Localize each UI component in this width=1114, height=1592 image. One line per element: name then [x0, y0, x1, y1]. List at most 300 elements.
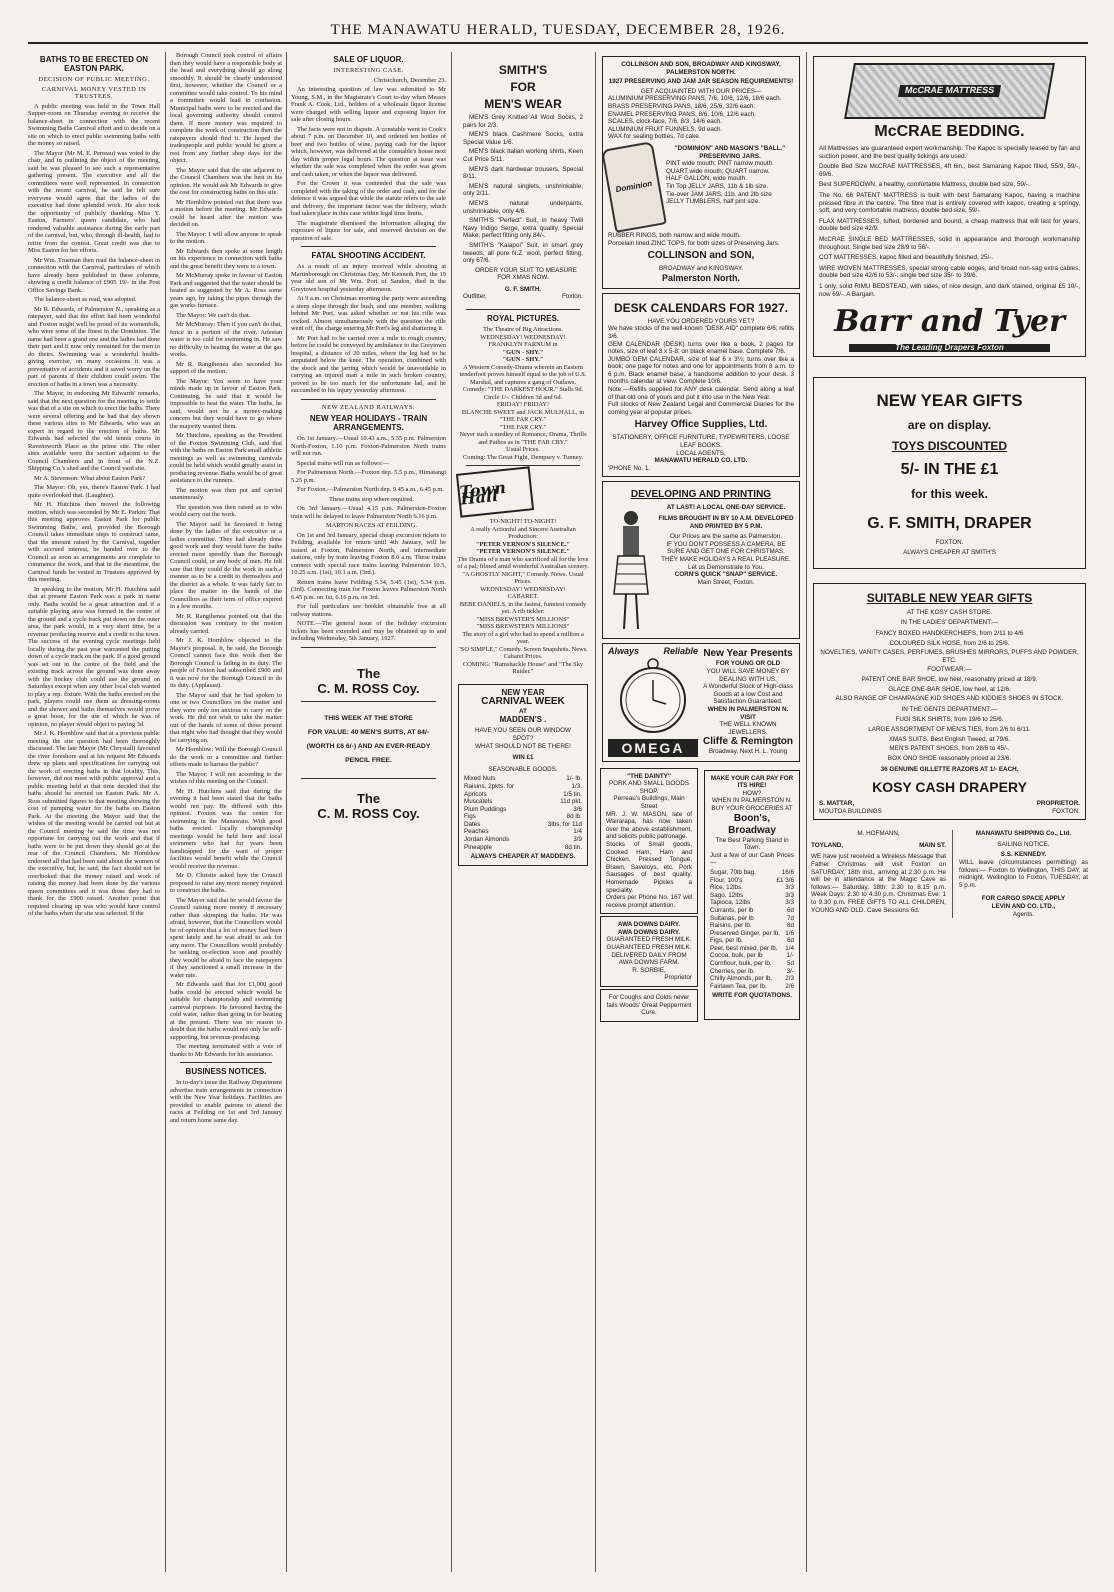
ad-line: Coming: The Great Fight, Dempsey v. Tunney.	[463, 453, 583, 461]
paragraph: The magistrate dismissed the information alleging the exposure of liquor for sale, and reserved decision on the question of sale.	[291, 219, 446, 242]
column-rule	[806, 52, 807, 1572]
paragraph: The Mayor: I will allow anyone to speak to the motion.	[170, 230, 282, 245]
ad-heading: M. HOFMANN,	[857, 830, 900, 838]
ad-line: IF YOU DON'T POSSESS A CAMERA, BE SURE AND GET ONE FOR CHRISTMAS. THEY MAKE HOLIDAYS A REAL PLEASURE.	[661, 540, 791, 563]
list-item: Plum Puddings 3/6	[464, 805, 582, 813]
ad-line: RUBBER RINGS, both narrow and wide mouth.	[608, 231, 741, 239]
royal-pictures-ad	[456, 326, 590, 461]
ad-line: The story of a girl who had to spend a million a year.	[462, 630, 584, 646]
ad-heading: DEVELOPING AND PRINTING	[630, 489, 772, 501]
paragraph: The Mayor: I will not according to the wishes of this meeting on the Council.	[170, 770, 282, 785]
ad-line: FOR YOUNG OR OLD	[715, 660, 781, 668]
ad-text: MOUTOA BUILDINGS	[819, 807, 882, 815]
ad-line: Proprietor	[664, 974, 692, 982]
ad-text: MAIN ST.	[919, 841, 946, 849]
ad-signature-line	[819, 808, 1080, 816]
ad-line: HAVE YOU SEEN OUR WINDOW SPOT?	[475, 727, 571, 742]
ad-heading: MAKE YOUR CAR PAY FOR ITS HIRE!	[710, 774, 794, 790]
mcrae-bedding-ad	[813, 56, 1086, 357]
ad-line: Perreau's Buildings, Main Street	[613, 795, 685, 810]
ad-heading: McCRAE BEDDING.	[874, 123, 1025, 140]
paragraph: The Mayor: We can't do that.	[176, 311, 251, 319]
ad-text: PROPRIETOR.	[1036, 799, 1080, 807]
woman-figure-image	[608, 504, 654, 634]
ad-brand: COLLINSON and SON,	[647, 250, 755, 262]
ad-footer: WRITE FOR QUOTATIONS.	[712, 992, 792, 1000]
paragraph: The Mayor: Oh, yes, there's Easton Park. I had quite overlooked that. (Laughter).	[28, 484, 160, 499]
barr-tyer-logo: Barr and Tyer	[834, 304, 1065, 340]
ad-brand: Cliffe & Remington	[703, 736, 793, 748]
developing-printing-ad	[602, 481, 800, 639]
ross-the: The	[356, 665, 381, 681]
paragraph: Mr R. Edwards, of Palmerston N., speaking as a ratepayer, said that the effort had been wonderful and Foxton might well be proud of its womenfolk, who were some of the finest in the Dominion. The name had been a grand one and the ladies had done their part and it now only remained for the men to do theirs. Swimming was a wonderful health-giving exercise, on many occasions it was a preventative of accidents and it saved worry on the part of parents if their children could swim. The erection of baths in a town was a necessity.	[28, 305, 160, 388]
ad-line: NOVELTIES, VANITY CASES, PERFUMES, BRUSHES MIRRORS, PUFFS AND POWDER, ETC.	[820, 649, 1079, 664]
ad-line: Usual Prices.	[506, 446, 540, 454]
section-title: BUSINESS NOTICES.	[185, 1067, 267, 1076]
ad-heading: FOR	[510, 80, 536, 94]
ad-line: "PETER VERNON'S SILENCE."	[475, 540, 571, 548]
ad-line: A really Actionful and Sincere Australian Production:	[470, 525, 576, 541]
paragraph: Mr Wm. Trueman then read the balance-sheet in connection with the Carnival, particulars of which have already been published in these columns, showing a credit balance of £905 19/- in the Post Office Savings Bank.	[28, 256, 160, 294]
article-baths	[28, 52, 160, 1572]
ad-line: Agents.	[1012, 910, 1035, 918]
column-rule	[451, 52, 452, 1572]
list-item: Raisins, per lb. 8d	[710, 922, 794, 930]
ad-line: LOCAL AGENTS,	[676, 449, 726, 457]
ad-line: BOX ONO SHOE reasonably priced at 23/6.	[887, 754, 1012, 762]
paragraph: Mr R. Rangihenea also seconded his support of the motion.	[170, 360, 282, 375]
awa-dairy-ad	[600, 916, 698, 987]
divider	[180, 1062, 272, 1063]
ad-text: Foxton.	[562, 293, 583, 301]
ad-brand: G. F. SMITH, DRAPER	[867, 514, 1032, 532]
list-item: Jordan Almonds 3/9	[464, 836, 582, 844]
ad-heading: 1927 PRESERVING AND JAM JAR SEASON REQUIREMENTS!	[608, 78, 794, 86]
list-item: Muscatels 11d pkt.	[464, 798, 582, 806]
ad-line: DELIVERED DAILY FROM AWA DOWNS FARM.	[611, 951, 687, 967]
ad-line: WHEN IN PALMERSTON N. VISIT	[707, 705, 789, 721]
ad-line: AT THE KOSY CASH STORE.	[906, 608, 993, 616]
smith-mens-wear-ad	[458, 56, 588, 305]
ad-line: QUART wide mouth; QUART narrow.	[666, 167, 770, 175]
paragraph: Return trains leave Feilding 5.34, 5.45 (1st), 5.34 p.m. (3rd). Connecting train for Foxton leaves Palmerston North 6.45 p.m. on 1st, 6.16 p.m. on 3rd.	[291, 578, 446, 601]
column-rule	[165, 52, 166, 1572]
jar-image: Dominion	[601, 141, 667, 233]
coughs-ad	[600, 989, 698, 1022]
paragraph: Mr McMurray: Then if you can't do that, fence in a portion of the river. Artesian water is too cold for swimming in. He saw no difficulty in heating the water at the gas works.	[170, 321, 282, 358]
paragraph: The question was then raised as to who would carry out the work.	[170, 503, 282, 518]
paragraph: The Mayor said he favoured it being done by the ladies of the executive or a ladies committee. They had already done good work and they would have the baths erected more speedily than the Borough Council could, or any body of men. He felt sure that they could do the work in such a manner as to be a credit to themselves and the district as a whole. It was fairly fair to place the matter in the hands of the Councillors as their term of office expired in a few months.	[170, 520, 282, 610]
ad-line: We have stocks of the well-known "DESK AID" complete 6/6; refills 3/6.	[608, 325, 794, 340]
bottom-notices	[811, 830, 1088, 918]
paragraph: Mr H. Hutchins then moved the following motion, which was seconded by Mr E. Parkin: That this meeting approves Easton Park for public Swimming Baths, and, provided the Borough Council takes immediate steps to construct same, that the amount raised by the Carnival, together with accrued interest, be handed over to the Council as soon as arrangements are complete to commence the work, and that in the meantime, the Carnival funds be vested in Trustees approved by this meeting.	[28, 501, 160, 583]
ad-line: MEN'S black Italian working shirts, Keen Cut Price 5/11.	[463, 148, 583, 163]
ad-line: GUARANTEED FRESH MILK.	[606, 944, 692, 952]
ad-line: Main Street, Foxton.	[697, 578, 755, 586]
list-item: Pineapple 8d tin.	[464, 843, 582, 851]
ad-line: 1 only, solid RIMU BEDSTEAD, with sides, of nice design, and dark stained, original £5 10/-, now 69/-. A Bargain.	[819, 282, 1080, 298]
ad-line: HOW?	[742, 789, 762, 797]
ad-line: PATENT ONE BAR SHOE, low heel, reasonably priced at 18/9.	[861, 676, 1038, 684]
ad-heading: SMITH'S	[498, 63, 548, 77]
ad-brand: KOSY CASH DRAPERY	[872, 778, 1027, 795]
ad-brand: Boon's, Broadway	[728, 812, 776, 836]
article-title: NEW YEAR HOLIDAYS - TRAIN ARRANGEMENTS.	[309, 414, 428, 432]
left-small-ads	[600, 766, 698, 1024]
ad-line: TOYS DISCOUNTED	[891, 438, 1008, 453]
ad-signature-line	[463, 293, 583, 301]
ad-line: MEN'S dark hardwear trousers, Special 8/11.	[463, 165, 583, 181]
ad-line: ENAMEL PRESERVING PANS, 8/6, 10/6, 12/6 each.	[608, 110, 756, 118]
ad-heading: CARNIVAL WEEK	[481, 696, 565, 708]
list-item: Peel, best mixed, per lb. 1/4	[710, 944, 794, 952]
list-item: Cocoa, bulk, per lb 1/-	[710, 952, 794, 960]
paragraph: The facts were not in dispute. A constable went to Cook's about 7 p.m. on December 10, and ordered ten bottles of beer and two bottles of wine, paying cash for the liquor which, however, was delivered at the constable's house next day within proper legal hours. The question at issue was whether the sale was completed when the order was given and cash taken, or when the liquor was delivered.	[291, 125, 446, 178]
list-item: Sugar, 70lb bag, 16/6	[710, 868, 794, 876]
divider	[466, 309, 580, 310]
ad-line: GUARANTEED FRESH MILK.	[606, 936, 692, 944]
ross-ad	[291, 666, 446, 697]
list-item: Preserved Ginger, per lb. 1/6	[710, 929, 794, 937]
ad-line: FLAX MATTRESSES, tufted, bordered and bound, a cheap mattress that will last for years, double bed size 42/9.	[819, 217, 1080, 233]
paragraph: Borough Council took control of affairs then they would have a responsible body at the head and everything should go along smoothly. It should be clearly understood first, however, whether the Council or a committee would take control. To his mind a committee would lead to confusion. Municipal baths were to be erected and the local governing authority should control them. If more money was required to complete the work of construction then the ratepayers should find it. He hoped the tradespeople and public would be given a rest from any further shop days for the object.	[170, 52, 282, 164]
ad-line: ALSO RANGE OF CHAMPAGNE KID SHOES AND KIDDIES SHOES IN STOCK.	[835, 695, 1064, 703]
paragraph: The meeting terminated with a vote of thanks to Mr Edwards for his assistance.	[170, 1043, 282, 1058]
ad-line: MEN'S natural singlets, unshrinkable, only 2/11.	[463, 182, 583, 198]
ad-line: "MISS BREWSTER'S MILLIONS"	[476, 615, 570, 623]
ad-line: SEASONABLE GOODS.	[488, 765, 558, 773]
list-item: Mixed Nuts 1/- lb.	[464, 775, 582, 783]
ad-line: Double Bed Size McCRAE MATTRESSES, 4ft 6in., best Samarang Kapoc filled, 55/9, 59/-, 69/6.	[819, 163, 1080, 178]
ad-line: MEN'S PATENT SHOES, from 28/6 to 45/-.	[889, 745, 1010, 753]
paragraph: Mr J. K. Hornblow objected to the Mayor's proposal. It, he said, the Borough Council cannot face this work then the Borough Council is failing in its duty. The people of Foxton had subscribed £900 and it was now for the Borough Council to do its duty. (Applause).	[170, 637, 282, 689]
ad-line: COT MATTRESSES, kapoc filled and beautifully finished, 25/-.	[819, 254, 994, 262]
divider	[301, 246, 436, 247]
paragraph: Mr Hornblow pointed out that there was a motion before the meeting. Mr Edwards could be heard after the motion was decided on.	[170, 198, 282, 228]
ad-line: Never such a medley of Romance, Drama, Thrills and Pathos as in "THE FAR CRY."	[459, 431, 587, 446]
ad-line: Orders per Phone No. 167 will receive prompt attention.	[606, 894, 692, 909]
ad-line: MEN'S natural underpants, unshrinkable, only 4/6.	[463, 199, 583, 215]
ad-line: The Drama of a man who sacrificed all for the love of a pal; filmed amid wonderful Australian scenery.	[457, 555, 589, 571]
ad-line: Comedy: "THE DARKEST HOUR." Stalls 9d. Circle 1/-. Children 3d and 6d.	[462, 386, 584, 401]
list-item: Cornflour, bulk, per lb. 5d	[710, 960, 794, 968]
ad-heading: MEN'S WEAR	[484, 97, 562, 111]
ad-line: A Western Comedy-Drama wherein an Eastern tenderfoot proves himself equal to the job of U.S. Marshal, and captures a gang of Outlaws.	[459, 363, 587, 386]
divider	[301, 399, 436, 400]
ad-line: Palmerston North.	[661, 272, 740, 283]
ad-text: S. MATTAR,	[819, 799, 855, 807]
paragraph: The Mayor (Mr M. E. Perreau) was voted to the chair, and in outlining the object of the meeting, said he was pleased to see such a representative gathering present. The executive and all the committees were well represented. In connection with the recent carnival, he said he felt sure everyone would agree that the ladies of the executive had done splendid work. He also took the opportunity of publicly thanking Miss Y. Easton, Farmers' queen candidate, who had rendered valuable assistance during the early part of the carnival, but, who, through ill-health, had to retire from the contest. Great credit was due to Miss Easton for her efforts.	[28, 149, 160, 254]
desk-calendars-ad	[602, 293, 800, 478]
ad-line: Our Prices are the same as Palmerston.	[670, 533, 782, 541]
paragraph: Mr D. Christie asked how the Council proposed to raise any more money required to construct the baths.	[170, 872, 282, 894]
mattress-label: McCRAE MATTRESS	[898, 85, 1001, 97]
madden-price-list	[464, 775, 582, 851]
paragraph: The balance-sheet as read, was adopted.	[34, 296, 137, 303]
ad-line: WHAT SHOULD NOT BE THERE!	[475, 742, 571, 750]
ad-line: Broadway, Next H. L. Young	[708, 748, 788, 756]
smith-new-year-gifts-ad	[813, 377, 1086, 569]
paragraph: Mr Port had to be carried over a mile to rough country, before he could be conveyed by ambulance to the Greytown hospital, a distance of 20 miles, where the leg had to be amputated below the knee. The operation, combined with the shock and the jarring which would be unavoidable in carrying an injured man a mile in such broken country, proved to be too much for the unfortunate lad, and he succumbed to his injury yesterday afternoon.	[291, 334, 446, 394]
ad-line: BROADWAY and KINGSWAY.	[658, 265, 744, 273]
ad-line: McCRAE SINGLE BED MATTRESSES, solid in appearance and thorough workmanship throughout. Single bed size 28/9 to 56/-.	[819, 235, 1080, 251]
cliffe-remington-ad	[702, 648, 794, 756]
ad-line: GEM CALENDAR (DESK) turns over like a book, 2 pages for notes, size of leaf 3 x 5-8; on black enamel base. Complete 7/6.	[608, 340, 794, 356]
ad-heading: MADDEN'S .	[499, 714, 547, 724]
boon-ad	[704, 770, 800, 1020]
ad-line: FANCY BOXED HANDKERCHIEFS, from 2/11 to 4/6	[875, 630, 1024, 638]
article-baths-continued	[170, 52, 282, 1572]
omega-watch-ad	[608, 648, 698, 756]
kosy-cash-store-ad	[813, 583, 1086, 820]
paragraph: The Mayor said that he would favour the Council raising more money if necessary rather than skimping the baths. He was afraid, however, that the Councillors would be of opinion that a lot of money had been spent lately and he was afraid to ask for any more. The Councillors would probably be seeking re-election soon and possibly they would be afraid to face the ratepayers if they sanctioned a small increase in the water rate.	[170, 896, 282, 979]
ad-line: "A GHOSTLY NIGHT," Comedy. News. Usual Prices.	[462, 570, 584, 586]
column-rule	[952, 830, 953, 918]
paragraph: In speaking to the motion, Mr H. Hutchins said that at present Easton Park was a park in name only. Baths would be a great attraction and if a suitable playing area was formed in the centre of the ground and a cycle track put down on the outer area, the park would, in a very short time, be a revenue producing reserve and a credit to the town. The success of the evening cycle meetings held locally during the past year warranted the putting down of a cycle track on the park. If a good ground was set out in the centre of the field and the existing track across the ground was done away with the hockey club could use the ground on Saturdays except when any other local club wanted to play a rep. fixture. With the baths erected on the park, players could use them as dressing-rooms and the shower and baths themselves would prove a great boon, for the use of which he was of opinion, no player would object to paying 3d.	[28, 585, 160, 728]
dainty-ad	[600, 768, 698, 915]
ad-line: BEBE DANIELS, in the fastest, funniest comedy yet. A rib tickler:	[459, 600, 587, 616]
ad-line: COLOURED SILK HOSE, from 2/6 to 25/6.	[889, 639, 1010, 647]
ad-line: 36 GENUINE GILLETTE RAZORS AT 1/- EACH.	[880, 766, 1019, 774]
column-news	[291, 52, 446, 1572]
paragraph: As a result of an injury received while shooting at Martinborough on Christmas Day, Mr Kenneth Port, the 19 year old son of Mr Wm. Port of Sandon, died in the Greytown hospital yesterday afternoon.	[291, 263, 446, 293]
ad-line: S.S. KENNEDY.	[1000, 851, 1047, 859]
ad-heading: AWA DOWNS DAIRY.	[617, 921, 681, 929]
ad-text: Reliable	[663, 646, 698, 657]
paragraph: For full particulars see booklet obtainable free at all railway stations.	[291, 603, 446, 618]
ad-line: WAX for sealing bottles, 7d cake.	[608, 133, 701, 141]
column-rule	[595, 52, 596, 1572]
ad-line: HAVE YOU ORDERED YOURS YET?	[647, 317, 755, 325]
paragraph: Mr R. Rangihenea pointed out that the discussion was contrary to the motion already carried.	[170, 612, 282, 635]
ad-line: JELLY TUMBLERS, half pint size.	[666, 198, 761, 206]
ad-heading: "DOMINION" AND MASON'S "BALL." PRESERVING JARS.	[674, 144, 786, 160]
list-item: Chilly Almonds, per lb. 2/3	[710, 975, 794, 983]
paragraph: The Mayor said that he had spoken to one or two Councillors on the matter and they were only too anxious to carry on the work. He did not wish to take the matter out of the hands of some of those present that night who had thought that they would be carrying on.	[170, 691, 282, 744]
ad-heading: COLLINSON AND SON, BROADWAY AND KINGSWAY, PALMERSTON NORTH.	[621, 61, 781, 76]
ad-line: The Best Parking Stand in Town.	[715, 836, 789, 852]
ad-line: TO-NIGHT! TO-NIGHT!	[489, 518, 557, 526]
ad-heading: NEW YEAR GIFTS	[876, 390, 1023, 410]
paragraph: On 1st and 3rd January, special cheap excursion tickets to Feilding, available for return until 4th January, will be issued at Foxton, Palmerston North, and intermediate stations, only by train leaving Foxton 8.0 a.m. These trains connect with special race trains leaving Palmerston 10.5, 10.25 a.m. (1st), 10.1 a.m. (3rd.).	[291, 531, 446, 576]
paragraph: Mr H. Hutchins said that during the evening it had been stated that the baths would not pay. He differed with this opinion. Foxton was the centre for swimming in the Manawatu. With good baths erected locally championship meetings would be held here and local swimmers who had for years been handicapped for the want of proper facilities would benefit while the Council would receive the revenue.	[170, 787, 282, 870]
ad-line: A Wonderful Stock of High-class Goods at a low Cost and Satisfaction Guaranteed.	[703, 683, 793, 706]
ross-offer	[295, 712, 442, 768]
paragraph: Mr Edwards said that for £1,000 good baths could be erected which would be suitable for championship and swimming carnival purposes. He favoured having the cold water, rather than going in for heating at the present. There was no reason to doubt that the baths would not only be self-supporting, but revenue-producing.	[170, 981, 282, 1041]
ad-line: MEN'S Grey Knitted All Wool Socks, 2 pairs for 2/3.	[463, 114, 583, 129]
barr-tyer-tagline: The Leading Drapers Foxton	[849, 344, 1050, 352]
ad-line: 5/- IN THE £1	[900, 460, 999, 478]
ad-line: ALWAYS CHEAPER AT SMITH'S	[903, 549, 996, 557]
paragraph: On 1st January.—Usual 10.43 a.m., 5.35 p.m. Palmerston North-Foxton, 1.10 p.m. Foxton-Palmerston North trains will not run.	[291, 435, 446, 457]
ad-line: CABARET.	[507, 593, 539, 601]
town-hall-logo: Town Hall	[456, 466, 534, 517]
ad-line: FRANKLYN FARNUM in	[488, 341, 558, 349]
list-item: Currants, per lb 6d	[710, 906, 794, 914]
newspaper-page	[28, 14, 1088, 1579]
list-item: Sultanas, per lb 7d	[710, 914, 794, 922]
ad-line: The No. 66 PATENT MATTRESS is built with best Samarang Kapoc, having a machine pressed fibre in the centre. The fibre mat is entirely covered with kapoc, creating a springy, soft, and very comfortable mattress, double bed size, 59/-.	[819, 191, 1080, 215]
ad-line: FUGI SILK SHIRTS, from 19/6 to 25/6.	[895, 716, 1004, 724]
ad-line: All Mattresses are guaranteed expert workmanship. The Kapoc is specially teased by fan and suction power, and the best quality tickings are used.	[819, 145, 1080, 160]
divider	[301, 778, 436, 779]
madden-ad	[458, 684, 588, 866]
paragraph: The Mayor: You seem to have your minds made up in favour of Easton Park. Continuing, he said that it would be impossible to heat the water. The baths, he said, would not be a money-making concern but they would have to go where the majority wanted them.	[170, 377, 282, 430]
ad-heading: New Year Presents	[703, 648, 793, 660]
ad-line: LARGE ASSORTMENT OF MEN'S TIES, from 2/6 to 6/11.	[868, 726, 1031, 733]
ad-heading: AT	[519, 708, 527, 716]
column-ads-6	[811, 52, 1088, 1572]
collinson-ad	[602, 56, 800, 289]
ad-line: WILL leave (circumstances permitting) as follows:— Foxton to Wellington, THIS DAY, at midnight. Wellington to Foxton, TUESDAY, at 5 p.m.	[959, 858, 1088, 889]
ad-line: "THE FAR CRY."	[499, 423, 547, 431]
column-rule	[286, 52, 287, 1572]
ad-line: GET ACQUAINTED WITH OUR PRICES—	[640, 87, 762, 95]
ad-heading: AWA DOWNS DAIRY.	[617, 928, 681, 936]
ad-line: FILMS BROUGHT IN BY 10 A.M. DEVELOPED AND PRINTED BY 5 P.M.	[658, 515, 794, 530]
paragraph: For the Crown it was contended that the sale was completed with the taking of the order and cash, and for the defence it was argued that while the statute refers to the sale and delivery, the important factor was the delivery, which had taken place in this case within legal time limits.	[291, 180, 446, 217]
ross-name: C. M. ROSS Coy.	[317, 680, 420, 696]
paragraph: Mr Hornblow: Will the Borough Council do the work or a committee and further efforts made to harrass the public?	[170, 746, 282, 768]
list-item: Figs, per lb. 6d	[710, 937, 794, 945]
section-title: ROYAL PICTURES.	[486, 314, 559, 324]
ad-text: Outfitter,	[463, 293, 487, 301]
ad-line: Best SUPERDOWN, a healthy, comfortable Mattress, double bed size, 59/-.	[819, 181, 1030, 189]
ad-line: STATIONERY, OFFICE FURNITURE, TYPEWRITERS, LOOSE LEAF BOOKS.	[612, 434, 790, 450]
ad-line: THE WELL KNOWN JEWELLERS,	[719, 721, 777, 736]
list-item: Dates 3lbs. for 11d	[464, 820, 582, 828]
ad-line: "GUN - SHY."	[502, 356, 544, 364]
ad-line: The Theatre of Big Attractions.	[483, 326, 563, 334]
ad-text: TOYLAND,	[811, 841, 844, 849]
ad-brand: Harvey Office Supplies, Ltd.	[634, 419, 768, 431]
list-item: Flour, 100's £1 3/6	[710, 876, 794, 884]
article-subtitle: DECISION OF PUBLIC MEETING.	[38, 76, 150, 83]
omega-cliffe-ad	[602, 643, 800, 761]
column-ads-4	[456, 52, 590, 1572]
ad-text: Always	[608, 646, 640, 657]
paragraph: Mr Hutchins, speaking as the President of the Foxton Swimming Club, said that with the baths on Easton Park small athletic meetings as well as swimming carnivals could be held which would greatly assist in producing revenue. Baths would be of great assistance to the runners.	[170, 432, 282, 484]
ad-line: ORDER YOUR SUIT TO MEASURE FOR XMAS NOW.	[475, 266, 577, 282]
boon-price-list	[710, 869, 794, 991]
paragraph: An interesting question of law was submitted to Mr Young, S.M., in the Magistrate's Court to-day when Messrs Frank A. Cook, Ltd., holders of a wholesale liquor license were charged with selling liquor and exposing liquor for sale after closing hours.	[291, 86, 446, 123]
ad-heading: "THE DAINTY"	[627, 772, 671, 780]
ross-offer-line: THIS WEEK AT THE STORE	[324, 714, 413, 722]
ad-line: Full stocks of New Zealand Legal and Commercial Diaries for the coming year at popular prices.	[608, 401, 794, 416]
ad-line: IN THE GENTS DEPARTMENT:—	[901, 705, 998, 713]
paragraph: The Mayor, in endorsing Mr Edwards' remarks, said that the next question for the meeting to settle was that of a site on which to erect the baths. There were several offering and he had that day shown these various sites to Mr Edwards, who was an expert in regard to the erection of baths. Mr Edwards had selected the old tennis courts in Ravensworth Place as the prime site. The other sites available were the section adjacent to the Council Chambers and in front of the N.Z. Shipping Co.'s shed and the Council yard site.	[28, 390, 160, 472]
paragraph: Christchurch, December 23.	[373, 76, 446, 84]
ad-line: Stocks of Small goods, Cooked Ham, Ham and Chicken, Pressed Tongue, Brawn, Saveloys, etc. Pork Sausages of best quality. Homemade Pickles a speciality.	[606, 840, 692, 894]
ad-line: MEN'S black Cashmere Socks, extra Special Value 1/6.	[463, 131, 583, 146]
article-subtitle: NEW ZEALAND RAILWAYS.	[321, 403, 416, 411]
ad-heading: MANAWATU SHIPPING Co., Ltd.	[975, 830, 1072, 838]
hofmann-ad	[811, 830, 946, 918]
ad-line: IN THE LADIES' DEPARTMENT:—	[900, 619, 999, 627]
ad-line: WE have just received a Wireless Message that Father Christmas will visit Foxton on SATURDAY, 18th inst., arriving at 2.30 p.m. He will be in attendance at the Magic Cave as follows:— Saturday, 18th: 2.30 to 8.15 p.m. Week Days: 2.30 to 4.30 p.m. Christmas Eve: 1 to 9.30 p.m. FREE GIFTS TO ALL CHILDREN, YOUNG AND OLD. Cave Sessions 6d.	[811, 853, 946, 914]
article-subtitle: CARNIVAL MONEY VESTED IN TRUSTEES.	[41, 85, 147, 100]
ad-heading: NEW YEAR	[501, 687, 545, 697]
ad-line: HALF GALLON, wide mouth.	[666, 175, 747, 183]
list-item: Peaches 1/4	[464, 828, 582, 836]
list-item: Sago, 12lbs 3/3	[710, 891, 794, 899]
ad-line: Porcelain lined ZINC TOPS, for both sizes of Preserving Jars.	[608, 239, 780, 247]
paragraph: For Palmerston North.—Foxton dep. 5.5 p.m., Himatangi 5.25 p.m.	[291, 469, 446, 484]
list-item: Rice, 12lbs. 3/3	[710, 884, 794, 892]
ad-line: FOR CARGO SPACE APPLY	[981, 895, 1066, 903]
ad-line: Just a few of our Cash Prices—	[710, 851, 794, 867]
paragraph: The motion was then put and carried unanimously.	[170, 486, 282, 501]
ad-signature-line	[811, 842, 946, 850]
paragraph: NOTE.—The general issue of the holiday excursion tickets has been extended and may be obtained up to and including Wednesday, 5th January, 1927.	[291, 620, 446, 642]
ad-line: R. SORBIE,	[632, 966, 666, 974]
ad-line: WIN £1	[512, 754, 534, 762]
paragraph: The Mayor said that the site adjacent to the Council Chambers was the best in his opinion. He would ask Mr Edwards to give the cost for constructing baths on this site.	[170, 166, 282, 196]
ad-line: SCALES, clock-face, 7/6, 8/3, 14/6 each.	[608, 118, 723, 126]
paragraph: Mr Edwards then spoke at some length on his experience in connection with baths and the great benefit they were to a town.	[170, 247, 282, 270]
ad-line: "PETER VERNON'S SILENCE."	[475, 548, 571, 556]
ad-line: are on display.	[907, 417, 992, 432]
ad-line: PORK AND SMALL GOODS SHOP.	[609, 780, 689, 795]
divider	[301, 647, 436, 648]
ad-line: For Coughs and Colds never fails Woods' Great Peppermint Cure.	[606, 994, 692, 1017]
paragraph: Mr J. K. Hornblow said that at a previous public meeting the site question had been thoroughly discussed. The late Mayor (Mr Chrystall) favoured the river foreshore and at his request Mr Edwards drew up plans and specifications for carrying out the work of erecting baths in that locality. This, however, did not meet with public approval and a public meeting held at that time decided that the baths should be erected on Easton Park. Mr A. Ross submitted figures to that meeting showing the cost of pumping water for the baths on Easton Park. At the meeting the Mayor said that the wishes of the meeting would be carried out but at the Council meeting he said the time was not opportune for carrying out the work and that if baths were to be put down they should go at the rear of the Council Chambers. Mr Hornblow endorsed all that had been said about the women of the executive, but, he said, the fact should not be overlooked that the money raised and work of raising the money had been done by the various queen committees and it was those they had to thank for the £900 raised. Another point that required clearing up was who would have control of the baths when the site was selected. If the	[28, 730, 160, 917]
paragraph: For Foxton.—Palmerston North dep. 9.45 a.m., 6.45 p.m.	[297, 486, 444, 493]
list-item: Figs 8d lb.	[464, 813, 582, 821]
ad-line: Tie-over JAM JARS, 11b. and 2lb size	[666, 190, 772, 198]
ad-line: YOU WILL SAVE MONEY BY DEALING WITH US.	[706, 668, 790, 683]
ad-line: MANAWATU HERALD CO. LTD.	[654, 457, 748, 465]
ross-name: C. M. ROSS Coy.	[317, 805, 420, 821]
ad-line: PINT wide mouth; PINT narrow mouth.	[666, 160, 774, 168]
ad-line: BRASS PRESERVING PANS, 18/6, 25/6, 32/6 each.	[608, 102, 756, 110]
ad-line: "GUN - SHY."	[502, 348, 544, 356]
article-subtitle: INTERESTING CASE.	[333, 67, 404, 74]
ad-line: AT LAST! A LOCAL ONE-DAY SERVICE.	[666, 504, 786, 512]
ad-line: "SO SIMPLE," Comedy. Screen Snapshots. News. Cabaret Prices.	[458, 645, 588, 661]
pocket-watch-icon	[608, 656, 698, 736]
ad-line: FRIDAY! FRIDAY!	[496, 401, 550, 409]
list-item: Fairlawn Tea, per lb. 2/6	[710, 982, 794, 990]
omega-logo: OMEGA	[608, 739, 698, 757]
ad-signature-line	[819, 800, 1080, 808]
ad-line: "MISS BREWSTER'S MILLIONS"	[476, 623, 570, 631]
ad-heading: DESK CALENDARS FOR 1927.	[613, 300, 789, 315]
ad-line: XMAS SUITS. Best English Tweed, at 79/6.	[888, 735, 1011, 743]
ad-line: GLACE ONE-BAR SHOE, low heel, at 12/6.	[888, 685, 1011, 693]
paragraph: MARTON RACES AT FEILDING.	[326, 522, 417, 529]
ad-footer: ALWAYS CHEAPER AT MADDEN'S.	[470, 853, 576, 861]
list-item: Cherries, per lb. 3/-	[710, 967, 794, 975]
ad-line: FOOTWEAR:—	[927, 666, 972, 674]
ad-heading: SUITABLE NEW YEAR GIFTS	[866, 590, 1033, 605]
ad-signature: G. F. SMITH.	[504, 285, 542, 293]
paragraph: These trains stop where required.	[328, 495, 414, 503]
ad-line: for this week.	[911, 486, 988, 501]
paragraph: In to-day's issue the Railway Department advertise train arrangements in connection with the New Year holidays. Facilities are provided to enable patrons to attend the races at Feilding on 1st and 3rd January and return home same day.	[170, 1079, 282, 1124]
ad-line: Let us Demonstrate to You.	[688, 563, 764, 571]
masthead: THE MANAWATU HERALD, TUESDAY, DECEMBER 28, 1926.	[28, 22, 1088, 44]
ad-line: LEVIN AND CO. LTD.,	[991, 902, 1056, 910]
paragraph: A public meeting was held in the Town Hall Supper-room on Thursday evening to receive the balance-sheet in connection with the recent Swimming Baths Carnival effort and to decide on a site on which to erect public swimming baths with the money so raised.	[28, 102, 160, 147]
ad-line: SMITH'S "Perfect" Suit, in heavy Twill Navy Indigo Serge, extra quality, Special Make, perfect fitting only 84/-.	[463, 217, 583, 240]
shipping-notice	[959, 830, 1088, 918]
paragraph: Special trains will run as follows:—	[297, 459, 390, 467]
article-title: BATHS TO BE ERECTED ON EASTON PARK.	[39, 55, 149, 73]
ross-offer-line: FOR VALUE: 40 MEN'S SUITS, AT 84/- (WORTH £6 6/-) AND AN EVER-READY PENCIL FREE.	[306, 728, 431, 764]
divider	[301, 701, 436, 702]
ad-line: BLANCHE SWEET and JACK MULHALL, in	[461, 408, 585, 416]
